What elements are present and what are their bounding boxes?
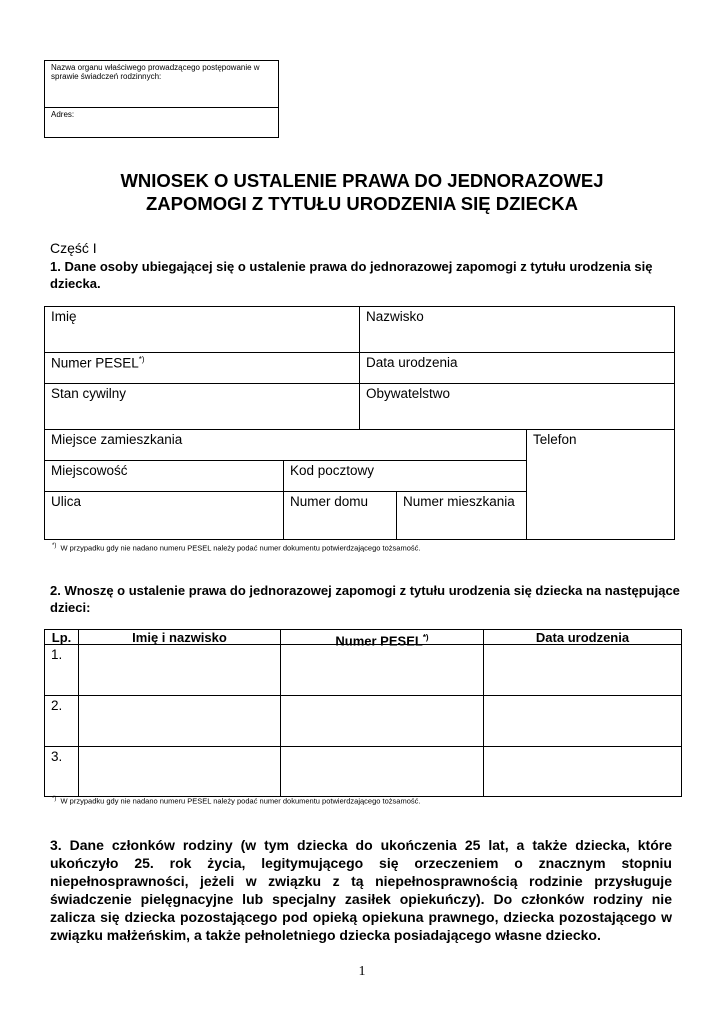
child-1-pesel-cell[interactable]	[280, 644, 484, 696]
residence-label: Miejsce zamieszkania	[51, 432, 183, 447]
organ-box	[44, 60, 279, 138]
organ-address-label: Adres:	[51, 110, 75, 119]
table-row-number: 1.	[44, 644, 79, 696]
street-label: Ulica	[51, 494, 82, 509]
apartment-number-field[interactable]	[396, 491, 527, 540]
title-line-2: ZAPOMOGI Z TYTUŁU URODZENIA SIĘ DZIECKA	[145, 193, 578, 214]
col-pesel	[280, 629, 484, 649]
citizenship-field[interactable]	[359, 383, 675, 430]
apartment-number-label: Numer mieszkania	[403, 494, 515, 509]
last-name-field[interactable]	[359, 306, 675, 353]
phone-field[interactable]	[526, 429, 675, 540]
footnote-2	[52, 796, 420, 806]
footnote-1-mark: *)	[52, 543, 57, 549]
child-1-birth-date-cell[interactable]	[483, 644, 682, 696]
birth-date-label: Data urodzenia	[366, 355, 458, 370]
pesel-field[interactable]	[44, 352, 360, 384]
child-3-pesel-cell[interactable]	[280, 746, 484, 797]
title-line-1: WNIOSEK O USTALENIE PRAWA DO JEDNORAZOWEJ	[120, 170, 604, 191]
postal-code-field[interactable]	[283, 460, 527, 492]
col-name: Imię i nazwisko	[78, 629, 281, 645]
section2-heading: 2. Wnoszę o ustalenie prawa do jednorazowej zapomogi z tytułu urodzenia się dziecka na następujące dzieci:	[50, 583, 680, 615]
applicant-data-table	[44, 306, 675, 540]
pesel-label: Numer PESEL	[51, 355, 139, 371]
phone-label: Telefon	[533, 432, 577, 447]
organ-name-label: Nazwa organu właściwego prowadzącego postępowanie w sprawie świadczeń rodzinnych:	[51, 63, 260, 81]
table-row-number: 2.	[44, 695, 79, 747]
col-birth-date: Data urodzenia	[483, 629, 682, 645]
col-lp: Lp.	[44, 629, 79, 645]
table-row-number: 3.	[44, 746, 79, 797]
col-pesel-mark: *)	[422, 633, 429, 642]
footnote-2-mark: *)	[52, 796, 57, 802]
house-number-field[interactable]	[283, 491, 397, 540]
town-label: Miejscowość	[51, 463, 128, 478]
children-table	[44, 629, 682, 797]
footnote-1	[52, 543, 420, 553]
page-number: 1	[358, 964, 366, 979]
birth-date-field[interactable]	[359, 352, 675, 384]
child-2-birth-date-cell[interactable]	[483, 695, 682, 747]
marital-status-field[interactable]	[44, 383, 360, 430]
document-title	[0, 169, 724, 215]
residence-header	[44, 429, 527, 461]
section1-heading: 1. Dane osoby ubiegającej się o ustalenie prawa do jednorazowej zapomogi z tytułu urodzenia się dziecka.	[50, 259, 653, 291]
child-1-name-cell[interactable]	[78, 644, 281, 696]
child-2-pesel-cell[interactable]	[280, 695, 484, 747]
marital-status-label: Stan cywilny	[51, 386, 127, 401]
first-name-label: Imię	[51, 309, 77, 324]
organ-address-field[interactable]	[45, 108, 278, 121]
organ-name-field[interactable]	[45, 61, 278, 108]
child-3-birth-date-cell[interactable]	[483, 746, 682, 797]
citizenship-label: Obywatelstwo	[366, 386, 451, 401]
child-3-name-cell[interactable]	[78, 746, 281, 797]
first-name-field[interactable]	[44, 306, 360, 353]
last-name-label: Nazwisko	[366, 309, 424, 324]
street-field[interactable]	[44, 491, 284, 540]
town-field[interactable]	[44, 460, 284, 492]
footnote-2-text: W przypadku gdy nie nadano numeru PESEL należy podać numer dokumentu potwierdzającego tożsamość.	[60, 796, 421, 806]
postal-code-label: Kod pocztowy	[290, 463, 375, 478]
pesel-footnote-mark: *)	[138, 355, 145, 364]
child-2-name-cell[interactable]	[78, 695, 281, 747]
section3-text: 3. Dane członków rodziny (w tym dziecka do ukończenia 25 lat, a także dziecka, które ukończyło 25. rok życia, legitymującego się orzeczeniem o znacznym stopniu niepełnosprawności, jeżeli w związku z tą niepełnosprawnością rodzinie przysługuje świadczenie pielęgnacyjne lub specjalny zasiłek opiekuńczy). Do członków rodziny nie zalicza się dziecka pozostającego pod opieką opiekuna prawnego, dziecka pozostającego w związku małżeńskim, a także pełnoletniego dziecka posiadającego własne dziecko.	[50, 837, 672, 943]
col-pesel-label: Numer PESEL	[335, 633, 423, 649]
house-number-label: Numer domu	[290, 494, 369, 509]
footnote-1-text: W przypadku gdy nie nadano numeru PESEL należy podać numer dokumentu potwierdzającego tożsamość.	[60, 543, 421, 553]
part-label: Część I	[50, 240, 97, 256]
